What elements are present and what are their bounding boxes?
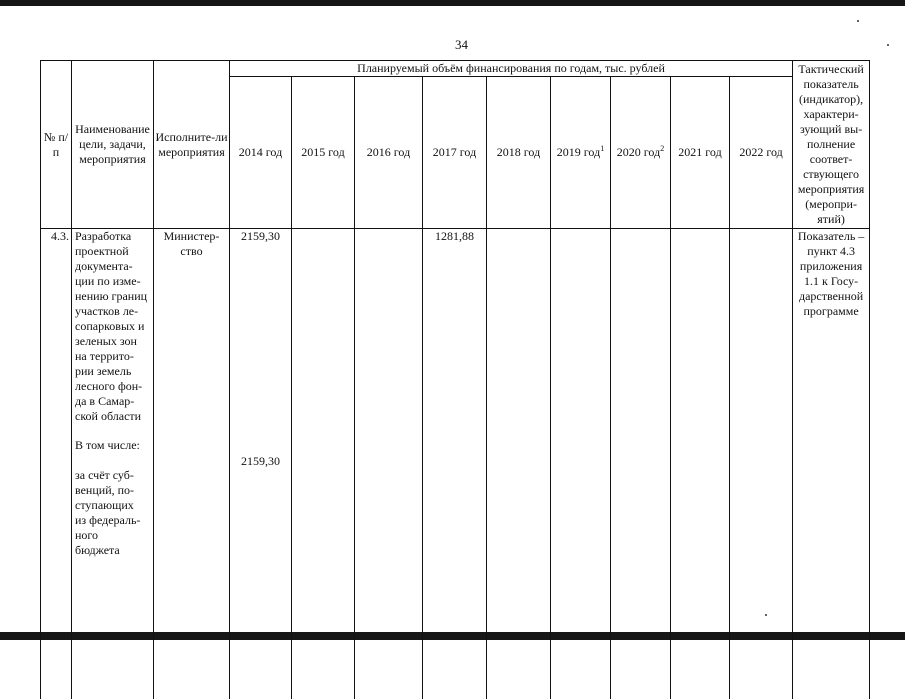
scan-speck	[857, 20, 859, 22]
row-value-2015	[292, 229, 355, 699]
header-executor: Исполните-ли мероприятия	[154, 61, 230, 229]
header-year: 2020 год$^2$	[611, 77, 671, 229]
row-value-2018	[487, 229, 551, 699]
row-value-2017: 1281,88	[423, 229, 487, 699]
row-name-cell	[72, 229, 154, 699]
header-name: Наименование цели, задачи, мероприятия	[72, 61, 154, 229]
row-value-2016	[355, 229, 423, 699]
header-year: 2015 год	[292, 77, 355, 229]
header-year: 2016 год	[355, 77, 423, 229]
header-year: 2017 год	[423, 77, 487, 229]
header-year: 2014 год	[230, 77, 292, 229]
scan-edge-top	[0, 0, 905, 6]
header-number: № п/п	[41, 61, 72, 229]
header-funding-group: Планируемый объём финансирования по годам, тыс. рублей	[230, 61, 793, 77]
row-name: Разработка проектной документа- ции по изме- нению границ участков ле- сопарковых и зеленых зон на террито- рии земель лесного фон- да в Самар- ской области	[75, 229, 153, 424]
financing-table	[40, 60, 870, 699]
scan-speck	[887, 44, 889, 46]
row-value-2019	[551, 229, 611, 699]
sub-row-value-2014: 2159,30	[230, 454, 291, 469]
sub-row-name: за счёт суб- венций, по- ступающих из федераль- ного бюджета	[75, 468, 153, 558]
header-indicator: Тактический показатель (индикатор), характери-зующий вы-полнение соответ-ствующего мероприятия (меропри-ятий)	[793, 61, 870, 229]
header-year: 2019 год$^1$	[551, 77, 611, 229]
page-number: 34	[455, 37, 468, 53]
including-label: В том числе:	[75, 438, 153, 453]
row-value-2014: 2159,30 2159,30	[230, 229, 292, 699]
row-number: 4.3.	[41, 229, 72, 699]
header-year: 2021 год	[671, 77, 730, 229]
row-executor: Министер- ство	[154, 229, 230, 699]
row-value-2020	[611, 229, 671, 699]
header-year: 2022 год	[730, 77, 793, 229]
row-indicator: Показатель – пункт 4.3 приложения 1.1 к Госу- дарственной программе	[793, 229, 870, 699]
row-value-2021	[671, 229, 730, 699]
header-year: 2018 год	[487, 77, 551, 229]
row-value-2022	[730, 229, 793, 699]
